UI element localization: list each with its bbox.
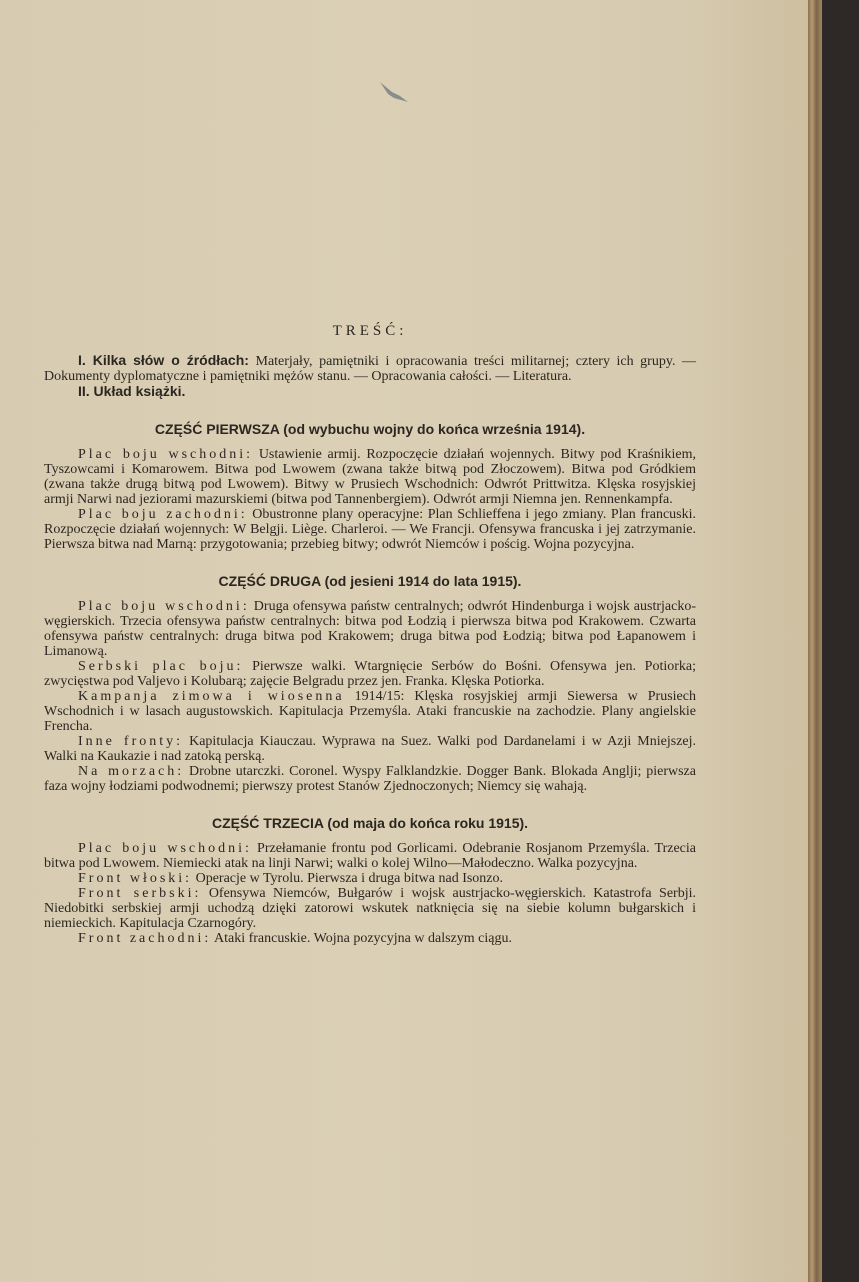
intro-item-lead: I. Kilka słów o źródłach: bbox=[78, 352, 249, 368]
paragraph-lead: Serbski plac boju: bbox=[78, 659, 244, 674]
paragraph-lead: Na morzach: bbox=[78, 764, 185, 779]
intro-item-2 bbox=[44, 384, 696, 400]
intro-item-lead: II. Układ książki. bbox=[78, 383, 186, 399]
paragraph-text: Drobne utarczki. Coronel. Wyspy Falklandzkie. Dogger Bank. Blokada Anglji; pierwsza faza wojny łodziami podwodnemi; pierwszy protest Stanów Zjednoczonych; Niemcy się wahają. bbox=[44, 764, 696, 794]
paragraph-lead: Plac boju wschodni: bbox=[78, 841, 252, 856]
toc-title: TREŚĆ: bbox=[332, 323, 408, 339]
table-of-contents bbox=[44, 324, 696, 946]
section-heading-part-1: CZĘŚĆ PIERWSZA (od wybuchu wojny do końca września 1914). bbox=[154, 421, 586, 437]
paragraph-text: Ustawienie armij. Rozpoczęcie działań wojennych. Bitwy pod Kraśnikiem, Tyszowcami i Komarowem. Bitwa pod Lwowem (zwana także bitwą pod Złoczowem). Bitwa pod Gródkiem (zwana także drugą bitwą pod Lwowem). Bitwy w Prusiech Wschodnich: Odwrót Prittwitza. Klęska rosyjskiej armji Narwi nad jeziorami mazurskiemi (bitwa pod Tannenbergiem). Odwrót armji Niemna jen. Rennenkampfa. bbox=[44, 447, 697, 507]
paragraph-lead: Front włoski: bbox=[78, 871, 193, 886]
paragraph bbox=[44, 931, 696, 946]
paragraph-lead: Plac boju zachodni: bbox=[78, 507, 248, 522]
paragraph-lead: Plac boju wschodni: bbox=[78, 599, 250, 614]
ink-mark bbox=[378, 80, 412, 106]
paragraph-text: Ofensywa Niemców, Bułgarów i wojsk austrjacko-węgierskich. Katastrofa Serbji. Niedobitki serbskiej armji uchodzą dzięki zatorowi wskutek natknięcia się na siebie kolumn bułgarskich i niemieckich. Kapitulacja Czarnogóry. bbox=[44, 886, 696, 931]
paragraph-text: Druga ofensywa państw centralnych; odwrót Hindenburga i wojsk austrjacko-węgierskich. Trzecia ofensywa państw centralnych: bitwa pod Łodzią i pierwsza bitwa pod Krakowem. Czwarta ofensywa państw centralnych: druga bitwa pod Krakowem; druga bitwa pod Łodzią; bitwa pod Łapanowem i Limanową. bbox=[44, 599, 696, 659]
intro-item-1 bbox=[44, 353, 696, 384]
page-edge bbox=[808, 0, 822, 1282]
paragraph bbox=[44, 507, 696, 552]
paragraph-text: Operacje w Tyrolu. Pierwsza i druga bitwa nad Isonzo. bbox=[192, 871, 504, 886]
paragraph bbox=[44, 659, 696, 689]
paragraph bbox=[44, 734, 696, 764]
paragraph-lead: Inne fronty: bbox=[78, 734, 184, 749]
intro-item-text: Materjały, pamiętniki i opracowania treści militarnej; cztery ich grupy. — Dokumenty dyplomatyczne i pamiętniki mężów stanu. — Opracowania całości. — Literatura. bbox=[44, 354, 696, 384]
paragraph-text: 1914/15: Klęska rosyjskiej armji Siewersa w Prusiech Wschodnich i w lasach augustowskich. Kapitulacja Przemyśla. Ataki francuskie na zachodzie. Plany angielskie Frencha. bbox=[44, 689, 696, 734]
paragraph-lead: Front serbski: bbox=[78, 886, 202, 901]
book-cover-edge bbox=[822, 0, 859, 1282]
paragraph bbox=[44, 764, 696, 794]
paragraph-lead: Plac boju wschodni: bbox=[78, 447, 254, 462]
paragraph-text: Kapitulacja Kiauczau. Wyprawa na Suez. Walki pod Dardanelami i w Azji Mniejszej. Walki na Kaukazie i nad zatoką perską. bbox=[44, 734, 697, 764]
paragraph bbox=[44, 447, 696, 507]
section-heading-part-2: CZĘŚĆ DRUGA (od jesieni 1914 do lata 1915). bbox=[218, 573, 522, 589]
paragraph bbox=[44, 689, 696, 734]
paragraph-text: Ataki francuskie. Wojna pozycyjna w dalszym ciągu. bbox=[211, 931, 512, 946]
paragraph bbox=[44, 841, 696, 871]
paragraph-lead: Front zachodni: bbox=[78, 931, 212, 946]
paragraph-text: Obustronne plany operacyjne: Plan Schlieffena i jego zmiany. Plan francuski. Rozpoczęcie działań wojennych: W Belgji. Liège. Charleroi. — We Francji. Ofensywa francuska i jej zatrzymanie. Pierwsza bitwa nad Marną: przygotowania; przebieg bitwy; odwrót Niemców i pościg. Wojna pozycyjna. bbox=[44, 507, 696, 552]
paragraph-text: Pierwsze walki. Wtargnięcie Serbów do Bośni. Ofensywa jen. Potiorka; zwycięstwa pod Valjevo i Kolubarą; zajęcie Belgradu przez jen. Franka. Klęska Potiorka. bbox=[44, 659, 696, 689]
paragraph bbox=[44, 871, 696, 886]
paragraph-lead: Kampanja zimowa i wiosenna bbox=[78, 689, 345, 704]
paragraph-text: Przełamanie frontu pod Gorlicami. Odebranie Rosjanom Przemyśla. Trzecia bitwa pod Lwowem. Niemiecki atak na linji Narwi; walki o kolej Wilno—Małodeczno. Walka pozycyjna. bbox=[44, 841, 697, 871]
section-heading-part-3: CZĘŚĆ TRZECIA (od maja do końca roku 1915). bbox=[211, 815, 529, 831]
paragraph bbox=[44, 886, 696, 931]
paragraph bbox=[44, 599, 696, 659]
